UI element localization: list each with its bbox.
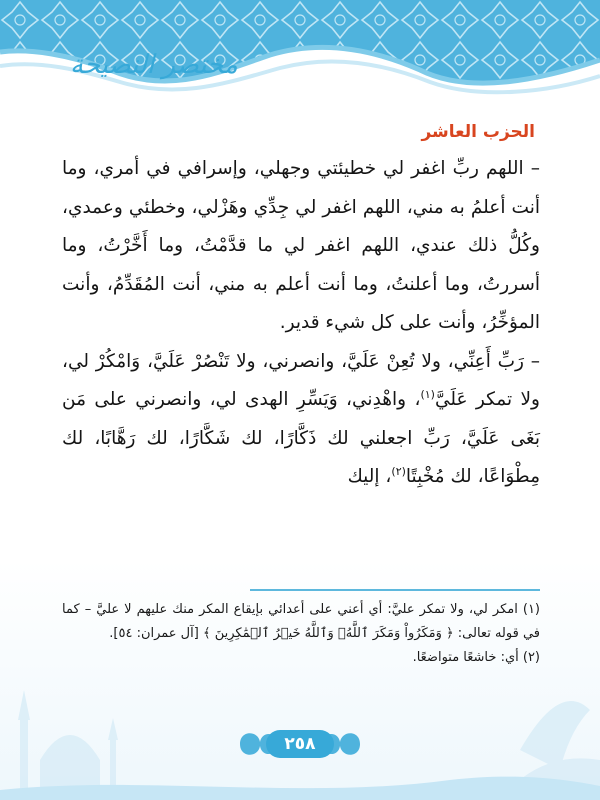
footnote-2: (٢) أي: خاشعًا متواضعًا. bbox=[412, 650, 540, 665]
footnote-ref-2[interactable]: (٢) bbox=[391, 464, 406, 478]
paragraph-2-part-c: ، إليك bbox=[347, 466, 392, 487]
main-text bbox=[62, 150, 540, 497]
paragraph-2-part-b: ، واهْدِني، وَيَسِّرِ الهدى لي، وانصرني على مَن بَغَى عَلَيَّ، رَبِّ اجعلني لك ذَكَّارًا، لك شَكَّارًا، لك رَهَّابًا، لك مِطْوَاعًا، لك مُخْبِتًا bbox=[62, 389, 540, 487]
footnote-1: (١) امكر لي، ولا تمكر عليَّ: أي أعني على أعدائي بإيقاع المكر منك عليهم لا عليَّ – كما في قوله تعالى: ﴿ وَمَكَرُواْ وَمَكَرَ ٱللَّهُۖ وَٱللَّهُ خَيۡرُ ٱلۡمَٰكِرِينَ ﴾ [آل عمران: ٥٤]. bbox=[62, 602, 540, 641]
section-title: الحزب العاشر bbox=[421, 122, 535, 142]
paragraph-1: – اللهم ربِّ اغفر لي خطيئتي وجهلي، وإسرافي في أمري، وما أنت أعلمُ به مني، اللهم اغفر لي جِدِّي وهَزْلي، وخطئي وعمدي، وكُلُّ ذلك عندي، اللهم اغفر لي ما قدَّمْتُ، وما أَخَّرْتُ، وما أسررتُ، وما أعلنتُ، وما أنت أعلم به مني، أنت المُقَدِّمُ، وأنت المؤخِّرُ، وأنت على كل شيء قدير. bbox=[62, 158, 540, 333]
footer-decoration bbox=[0, 640, 600, 800]
paragraph-2 bbox=[62, 343, 540, 497]
book-logo: مختصر النصيحة bbox=[70, 50, 238, 80]
page-number: ٢٥٨ bbox=[284, 734, 316, 754]
paragraph-2-part-a: – رَبِّ أَعِنِّي، ولا تُعِنْ عَلَيَّ، وانصرني، ولا تَنْصُرْ عَلَيَّ، وَامْكُرْ لي، ولا تمكر عَلَيَّ bbox=[62, 350, 540, 410]
page-number-badge bbox=[230, 724, 370, 764]
footnote-divider bbox=[250, 589, 540, 591]
footnote-ref-1[interactable]: (١) bbox=[420, 387, 435, 401]
